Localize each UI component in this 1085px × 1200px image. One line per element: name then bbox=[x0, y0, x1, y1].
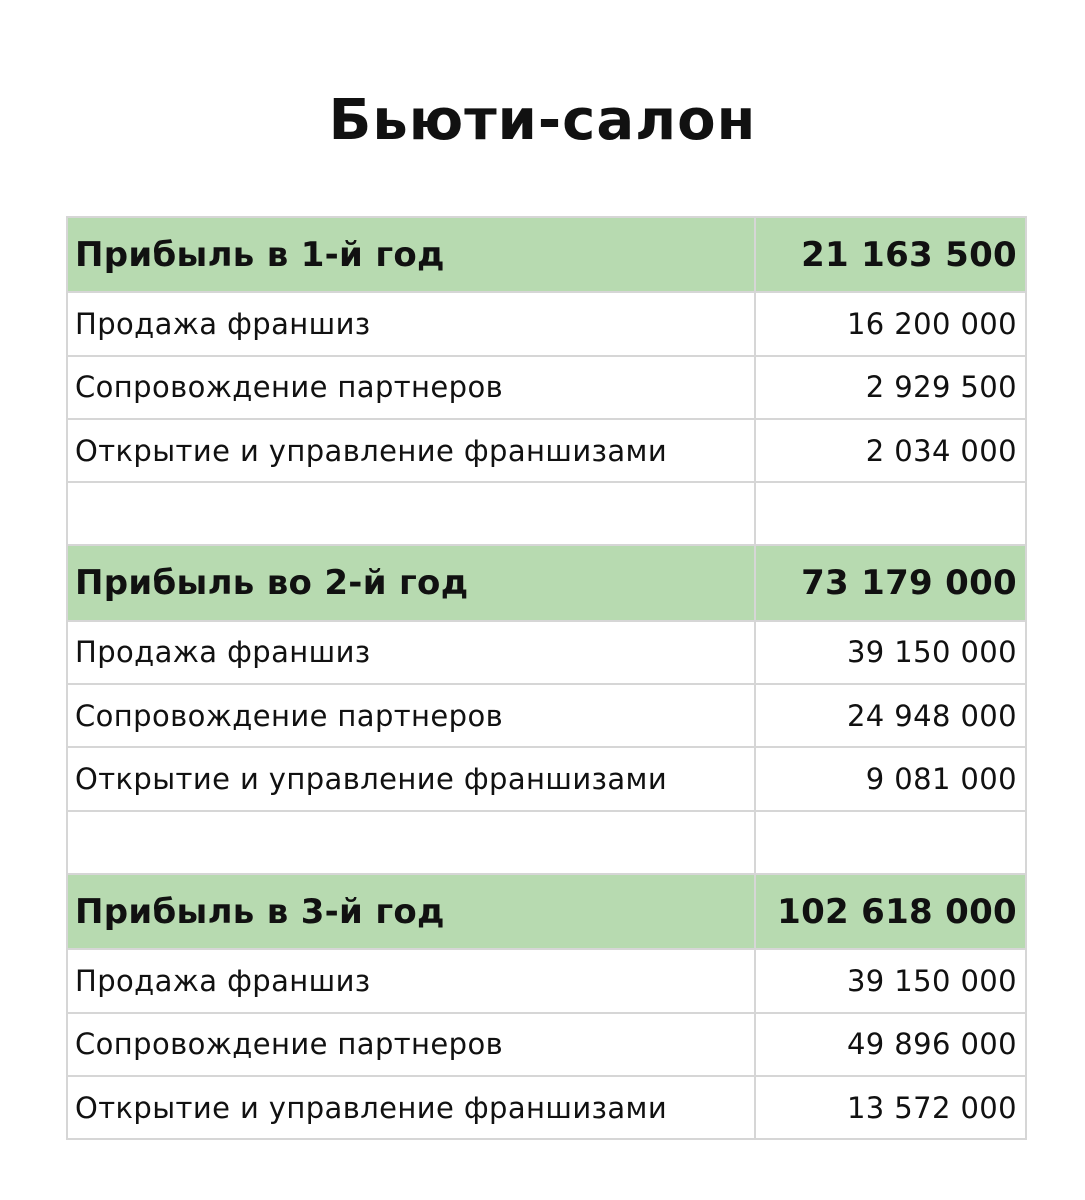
year-profit-label: Прибыль в 1-й год bbox=[68, 218, 756, 293]
row-value: 39 150 000 bbox=[756, 950, 1027, 1013]
table-row bbox=[68, 1014, 1027, 1077]
row-value: 2 034 000 bbox=[756, 420, 1027, 483]
row-label: Открытие и управление франшизами bbox=[68, 748, 756, 811]
row-value: 16 200 000 bbox=[756, 293, 1027, 356]
table-header-row bbox=[68, 546, 1027, 621]
row-label: Продажа франшиз bbox=[68, 293, 756, 356]
table-spacer-row bbox=[68, 483, 1027, 546]
table-row bbox=[68, 357, 1027, 420]
row-label: Сопровождение партнеров bbox=[68, 1014, 756, 1077]
table-row bbox=[68, 420, 1027, 483]
profit-table bbox=[66, 216, 1027, 1140]
table-row bbox=[68, 293, 1027, 356]
row-value: 9 081 000 bbox=[756, 748, 1027, 811]
table-header-row bbox=[68, 875, 1027, 950]
row-value: 24 948 000 bbox=[756, 685, 1027, 748]
row-label: Сопровождение партнеров bbox=[68, 357, 756, 420]
row-label: Продажа франшиз bbox=[68, 950, 756, 1013]
page-title: Бьюти-салон bbox=[328, 88, 757, 153]
year-profit-value: 21 163 500 bbox=[756, 218, 1027, 293]
row-value bbox=[756, 483, 1027, 546]
year-profit-value: 102 618 000 bbox=[756, 875, 1027, 950]
table-header-row bbox=[68, 218, 1027, 293]
row-value: 2 929 500 bbox=[756, 357, 1027, 420]
table-row bbox=[68, 748, 1027, 811]
row-value: 13 572 000 bbox=[756, 1077, 1027, 1140]
row-label bbox=[68, 812, 756, 875]
row-label: Продажа франшиз bbox=[68, 622, 756, 685]
row-value: 39 150 000 bbox=[756, 622, 1027, 685]
row-label: Открытие и управление франшизами bbox=[68, 420, 756, 483]
row-value: 49 896 000 bbox=[756, 1014, 1027, 1077]
row-label bbox=[68, 483, 756, 546]
table-spacer-row bbox=[68, 812, 1027, 875]
table-row bbox=[68, 685, 1027, 748]
row-label: Сопровождение партнеров bbox=[68, 685, 756, 748]
row-label: Открытие и управление франшизами bbox=[68, 1077, 756, 1140]
year-profit-label: Прибыль во 2-й год bbox=[68, 546, 756, 621]
year-profit-value: 73 179 000 bbox=[756, 546, 1027, 621]
year-profit-label: Прибыль в 3-й год bbox=[68, 875, 756, 950]
table-row bbox=[68, 622, 1027, 685]
table-row bbox=[68, 950, 1027, 1013]
row-value bbox=[756, 812, 1027, 875]
table-row bbox=[68, 1077, 1027, 1140]
